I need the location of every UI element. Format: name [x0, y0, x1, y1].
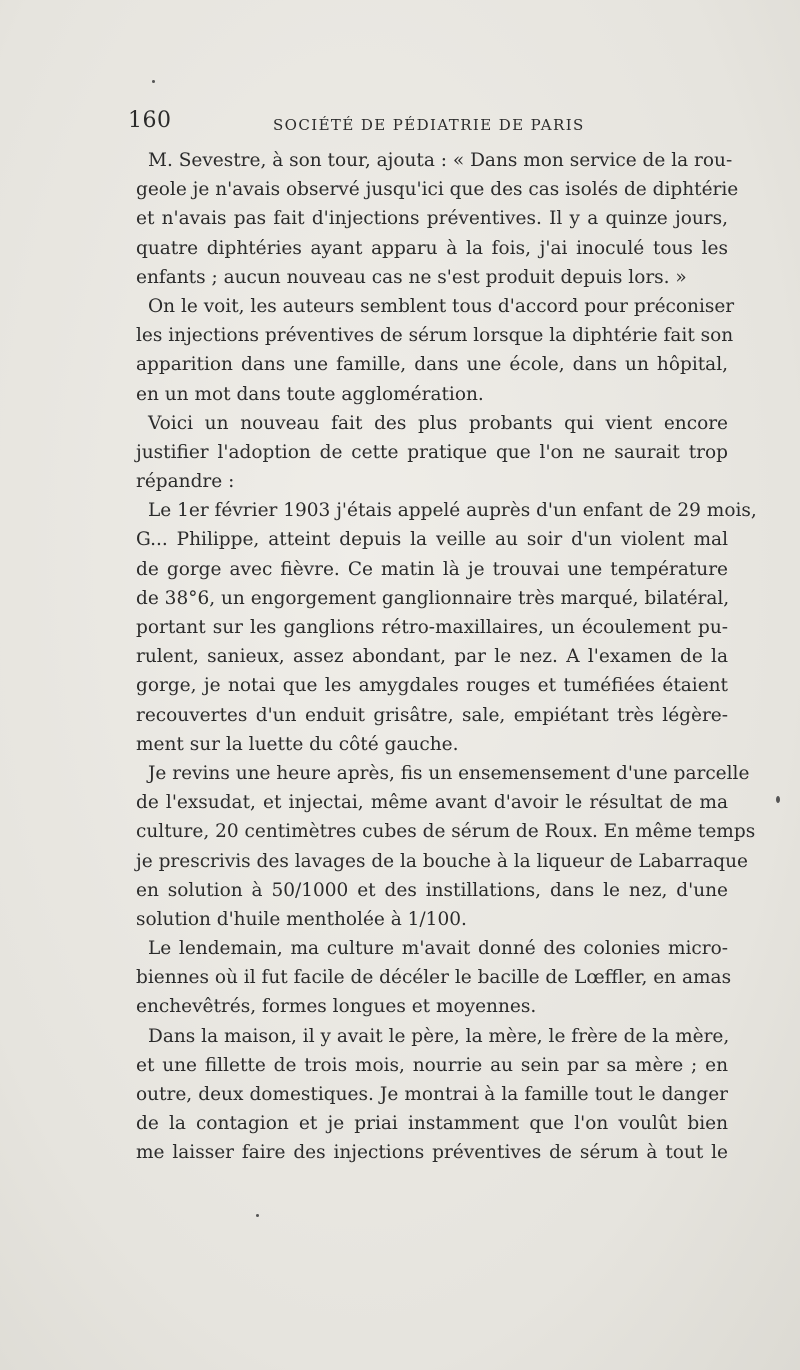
text-line: Voici un nouveau fait des plus probants qui vient encore: [148, 412, 728, 434]
text-line: enfants ; aucun nouveau cas ne s'est produit depuis lors. »: [136, 266, 687, 288]
page-header: [128, 108, 728, 138]
text-line: répandre :: [136, 471, 235, 493]
text-line: et une fillette de trois mois, nourrie au sein par sa mère ; en: [136, 1054, 728, 1076]
text-line: geole je n'avais observé jusqu'ici que des cas isolés de diphtérie: [136, 179, 739, 201]
text-line: me laisser faire des injections préventives de sérum à tout le: [136, 1142, 728, 1164]
text-line: On le voit, les auteurs semblent tous d'accord pour préconiser: [148, 295, 735, 317]
text-line: et n'avais pas fait d'injections préventives. Il y a quinze jours,: [136, 208, 728, 230]
text-line: gorge, je notai que les amygdales rouges et tuméfiées étaient: [136, 675, 728, 697]
text-line: quatre diphtéries ayant apparu à la fois, j'ai inoculé tous les: [136, 237, 728, 259]
text-line: Je revins une heure après, fis un ensemensement d'une parcelle: [148, 762, 750, 784]
text-line: de la contagion et je priai instamment que l'on voulût bien: [136, 1113, 728, 1135]
text-line: portant sur les ganglions rétro-maxillaires, un écoulement pu-: [136, 617, 728, 638]
text-line: solution d'huile mentholée à 1/100.: [136, 908, 467, 930]
text-line: recouvertes d'un enduit grisâtre, sale, empiétant très légère-: [136, 704, 728, 726]
text-line: enchevêtrés, formes longues et moyennes.: [136, 996, 537, 1018]
text-line: ment sur la luette du côté gauche.: [136, 733, 459, 755]
running-head: SOCIÉTÉ DE PÉDIATRIE DE PARIS: [273, 116, 585, 134]
text-line: culture, 20 centimètres cubes de sérum de Roux. En même temps: [136, 821, 756, 843]
text-line: de gorge avec fièvre. Ce matin là je trouvai une température: [136, 558, 728, 580]
text-line: les injections préventives de sérum lorsque la diphtérie fait son: [136, 325, 734, 347]
scan-speck: [152, 80, 155, 83]
text-line: en solution à 50/1000 et des instillations, dans le nez, d'une: [136, 879, 728, 901]
text-line: M. Sevestre, à son tour, ajouta : « Dans mon service de la rou-: [148, 150, 733, 171]
text-line: en un mot dans toute agglomération.: [136, 383, 484, 405]
text-line: outre, deux domestiques. Je montrai à la famille tout le danger: [136, 1084, 728, 1105]
text-line: biennes où il fut facile de décéler le bacille de Lœffler, en amas: [136, 967, 732, 989]
scan-speck: [256, 1214, 259, 1217]
text-line: G... Philippe, atteint depuis la veille au soir d'un violent mal: [136, 529, 728, 551]
text-line: je prescrivis des lavages de la bouche à la liqueur de Labarraque: [136, 850, 749, 872]
page-number: 160: [128, 108, 172, 133]
text-line: justifier l'adoption de cette pratique que l'on ne saurait trop: [136, 441, 728, 463]
scan-speck: [776, 796, 780, 803]
text-line: Dans la maison, il y avait le père, la mère, le frère de la mère,: [148, 1025, 730, 1047]
body-text: [136, 146, 757, 1168]
text-line: Le lendemain, ma culture m'avait donné des colonies micro-: [148, 938, 728, 960]
text-line: apparition dans une famille, dans une école, dans un hôpital,: [136, 354, 728, 376]
text-line: Le 1er février 1903 j'étais appelé auprès d'un enfant de 29 mois,: [148, 500, 757, 522]
text-line: rulent, sanieux, assez abondant, par le nez. A l'examen de la: [136, 646, 728, 668]
text-line: de l'exsudat, et injectai, même avant d'avoir le résultat de ma: [136, 792, 728, 814]
text-line: de 38°6, un engorgement ganglionnaire très marqué, bilatéral,: [136, 587, 730, 609]
